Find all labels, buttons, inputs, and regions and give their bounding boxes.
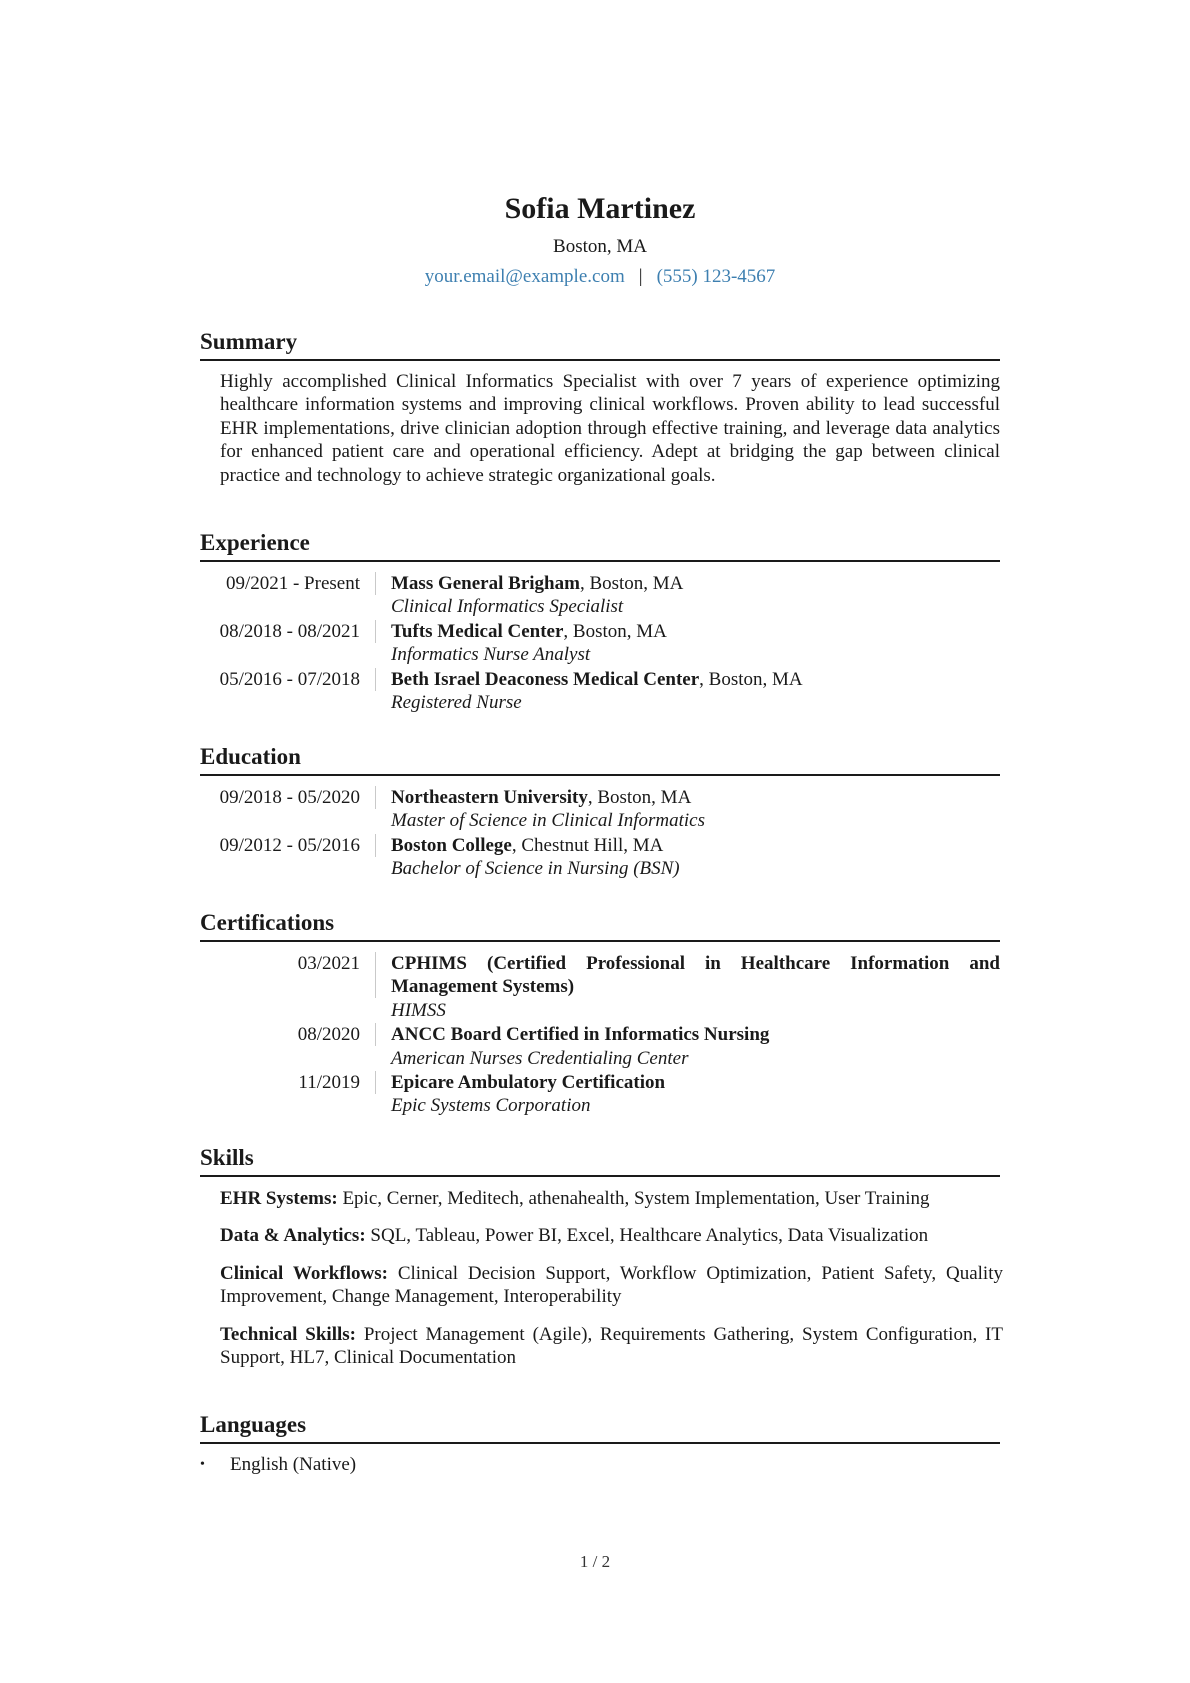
certification-issuer: Epic Systems Corporation (391, 1095, 591, 1117)
languages-section (200, 1410, 1000, 1476)
entry-organization: Beth Israel Deaconess Medical Center (391, 668, 700, 690)
page-number: 1 / 2 (579, 1552, 611, 1571)
experience-entry (200, 668, 1000, 715)
entry-date: 09/2018 - 05/2020 (200, 786, 376, 809)
education-entry (200, 786, 1000, 833)
entry-organization: Mass General Brigham (391, 573, 580, 594)
entry-date: 08/2020 (200, 1023, 376, 1046)
entry-place: , Boston, MA (563, 620, 667, 642)
education-section (200, 742, 1000, 881)
entry-role: Registered Nurse (391, 692, 522, 714)
skill-group (220, 1262, 1003, 1309)
experience-section (200, 528, 1000, 714)
certification-name: Epicare Ambulatory Certification (391, 1072, 666, 1094)
entry-date: 03/2021 (200, 952, 376, 998)
entry-date: 09/2012 - 05/2016 (200, 834, 376, 857)
skill-list: SQL, Tableau, Power BI, Excel, Healthcare Analytics, Data Visualization (365, 1225, 929, 1247)
certifications-section (200, 908, 1000, 1118)
section-title-experience: Experience (200, 528, 1000, 562)
education-entry (200, 834, 1000, 881)
email-link[interactable]: your.email@example.com (424, 266, 625, 287)
summary-section (200, 327, 1000, 487)
entry-role: Informatics Nurse Analyst (391, 644, 591, 666)
entry-place: , Boston, MA (587, 787, 692, 808)
entry-date: 09/2021 - Present (200, 572, 376, 595)
skill-label: EHR Systems: (220, 1188, 338, 1209)
section-title-languages: Languages (200, 1410, 1000, 1444)
summary-text: Highly accomplished Clinical Informatics Specialist with over 7 years of experience optimizing healthcare information systems and improving clinical workflows. Proven ability to lead successful EHR implementations, drive clinician adoption through effective training, and leverage data analytics for enhanced patient care and operational efficiency. Adept at bridging the gap between clinical practice and technology to achieve strategic organizational goals. (220, 371, 1000, 486)
section-title-education: Education (200, 742, 1000, 776)
skill-label: Data & Analytics: (220, 1225, 366, 1247)
skills-section (200, 1143, 1003, 1369)
resume-header (200, 0, 1000, 289)
phone-link[interactable]: (555) 123-4567 (656, 266, 776, 287)
skill-list: Project Management (Agile), Requirements Gathering, System Configuration, IT Support, HL7, Clinical Documentation (220, 1323, 1003, 1369)
language-list (200, 1453, 1000, 1476)
certification-issuer: HIMSS (391, 999, 446, 1021)
entry-degree: Bachelor of Science in Nursing (BSN) (391, 858, 680, 880)
experience-entry (200, 572, 1000, 619)
candidate-name: Sofia Martinez (504, 192, 696, 225)
entry-organization: Northeastern University (391, 787, 588, 808)
skill-list: Clinical Decision Support, Workflow Optimization, Patient Safety, Quality Improvement, Change Management, Interoperability (220, 1262, 1003, 1308)
entry-place: , Boston, MA (699, 668, 803, 690)
list-item: • English (Native) (200, 1453, 1000, 1476)
skill-list: Epic, Cerner, Meditech, athenahealth, System Implementation, User Training (337, 1188, 930, 1209)
certification-entry (200, 952, 1000, 1022)
section-title-summary: Summary (200, 327, 1000, 361)
skill-group (220, 1323, 1003, 1370)
certification-name: ANCC Board Certified in Informatics Nursing (391, 1024, 770, 1046)
certification-name: CPHIMS (Certified Professional in Healthcare Information and Management Systems) (391, 953, 1000, 998)
entry-role: Clinical Informatics Specialist (391, 596, 624, 618)
resume-page (200, 0, 1003, 1475)
section-title-certifications: Certifications (200, 908, 1000, 942)
experience-entry (200, 620, 1000, 667)
entry-place: , Chestnut Hill, MA (511, 834, 664, 856)
entry-degree: Master of Science in Clinical Informatics (391, 810, 705, 832)
contact-separator: | (638, 266, 643, 287)
entry-date: 05/2016 - 07/2018 (200, 668, 376, 691)
entry-organization: Boston College (391, 834, 512, 856)
skill-group (220, 1224, 1003, 1247)
certification-issuer: American Nurses Credentialing Center (391, 1047, 689, 1069)
entry-date: 08/2018 - 08/2021 (200, 620, 376, 643)
skill-label: Clinical Workflows: (220, 1262, 388, 1284)
entry-place: , Boston, MA (579, 573, 684, 594)
contact-line (200, 265, 1000, 289)
entry-date: 11/2019 (200, 1071, 376, 1094)
skill-label: Technical Skills: (220, 1323, 356, 1345)
skill-group (220, 1187, 1003, 1210)
section-title-skills: Skills (200, 1143, 1000, 1177)
entry-organization: Tufts Medical Center (391, 620, 564, 642)
candidate-location: Boston, MA (553, 236, 647, 257)
certification-entry (200, 1023, 1000, 1070)
certification-entry (200, 1071, 1000, 1118)
